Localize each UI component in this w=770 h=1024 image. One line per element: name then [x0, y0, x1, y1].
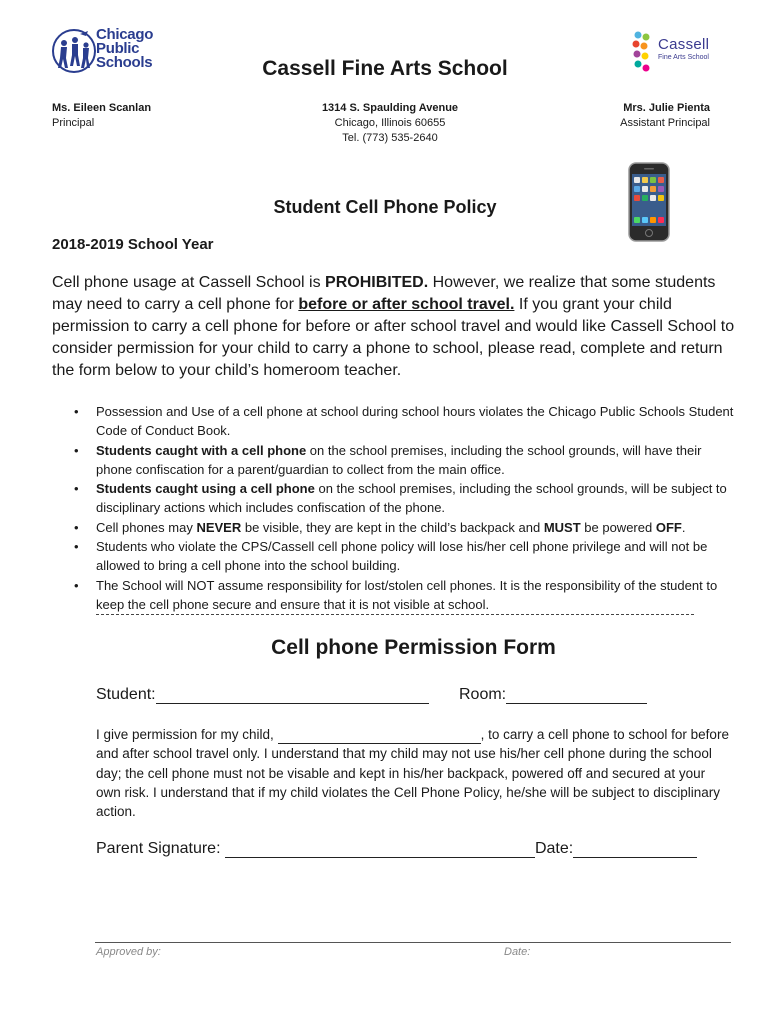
address-line-1: 1314 S. Spaulding Avenue [321, 102, 459, 114]
student-blank[interactable] [156, 687, 429, 704]
signature-date-blank[interactable] [573, 841, 697, 858]
form-title: Cell phone Permission Form [271, 636, 556, 659]
room-label: Room: [459, 686, 507, 703]
assistant-principal-title: Assistant Principal [620, 117, 710, 129]
address-block [305, 101, 475, 146]
assistant-principal-block [590, 101, 710, 131]
student-field [96, 686, 429, 704]
school-year: 2018-2019 School Year [52, 236, 214, 253]
assistant-principal-name: Mrs. Julie Pienta [623, 102, 710, 114]
principal-title: Principal [52, 117, 95, 129]
list-item: • The School will NOT assume responsibility for lost/stolen cell phones. It is the responsibility of the student to keep the cell phone secure and ensure that it is not visible at school. [74, 577, 718, 612]
approved-by-label: Approved by: [96, 946, 161, 958]
cassell-logo-name: Cassell [658, 36, 710, 53]
student-label: Student: [96, 686, 156, 703]
room-blank[interactable] [506, 687, 647, 704]
principal-name: Ms. Eileen Scanlan [52, 102, 152, 114]
cut-line-divider [96, 614, 694, 615]
child-name-blank[interactable] [278, 729, 481, 744]
address-phone: Tel. (773) 535-2640 [342, 132, 438, 144]
list-item: • Students caught with a cell phone on the school premises, including the school grounds, will have their phone confiscation for a parent/guardian to collect from the main office. [74, 442, 702, 477]
signature-date-label: Date: [534, 840, 574, 857]
policy-title: Student Cell Phone Policy [273, 197, 497, 217]
list-item: • Possession and Use of a cell phone at school during school hours violates the Chicago Public Schools Student Code of Conduct Book. [74, 404, 734, 439]
cps-logo-text: Chicago Public Schools [96, 26, 154, 71]
signature-row [96, 840, 697, 858]
travel-text: before or after school travel. [298, 296, 515, 313]
school-title: Cassell Fine Arts School [262, 57, 508, 80]
cassell-logo-sub: Fine Arts School [658, 54, 709, 61]
permission-statement: I give permission for my child, , to carry a cell phone to school for before and after school travel only. I understand that my child may not use his/her cell phone during the school day; the cell phone must not be visable and kept in his/her backpack, powered off and secured at your own risk. I understand that if my child violates the Cell Phone Policy, he/she will be subject to disciplinary action. [96, 727, 729, 820]
prohibited-text: PROHIBITED. [325, 274, 429, 291]
room-field [459, 686, 647, 704]
list-item: • Students caught using a cell phone on the school premises, including the school grounds, will be subject to disciplinary actions which includes confiscation of the phone. [74, 481, 727, 516]
list-item: • Cell phones may NEVER be visible, they are kept in the child’s backpack and MUST be powered OFF. [74, 519, 686, 535]
approval-line [95, 942, 731, 943]
policy-intro: Cell phone usage at Cassell School is PROHIBITED. However, we realize that some students may need to carry a cell phone for before or after school travel. If you grant your child permission to carry a cell phone for before or after school travel and would like Cassell School to consider permission for your child to carry a phone to school, please read, complete and return the form below to your child’s homeroom teacher. [52, 274, 735, 379]
list-item: • Students who violate the CPS/Cassell cell phone policy will lose his/her cell phone privilege and will not be allowed to bring a cell phone into the school building. [74, 539, 708, 574]
approval-date-label: Date: [504, 946, 531, 958]
principal-block [52, 101, 151, 131]
address-line-2: Chicago, Illinois 60655 [334, 117, 446, 129]
parent-signature-label: Parent Signature: [96, 840, 225, 857]
parent-signature-blank[interactable] [225, 841, 535, 858]
policy-bullets [74, 402, 734, 614]
